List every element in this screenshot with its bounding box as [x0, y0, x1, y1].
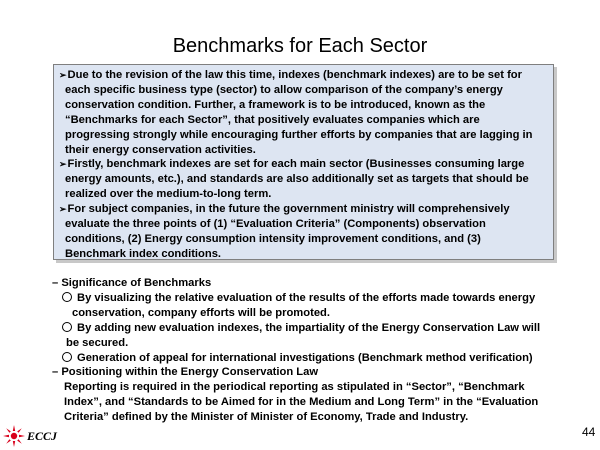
- significance-item: Generation of appeal for international investigations (Benchmark method verification): [52, 351, 562, 366]
- arrow-bullet-icon: ➢: [59, 204, 67, 215]
- page-number: 44: [582, 425, 596, 439]
- significance-item: By visualizing the relative evaluation of the results of the efforts made towards energy: [52, 291, 562, 306]
- significance-item: By adding new evaluation indexes, the impartiality of the Energy Conservation Law will: [52, 321, 562, 336]
- box-paragraph-3: ➢For subject companies, in the future the government ministry will comprehensively evaluate the three points of (1) “Evaluation Criteria” (Components) observation conditions, (2) Energy consumption intensity improvement conditions, and (3) Benchmark index conditions.: [59, 203, 510, 260]
- sunburst-logo-icon: [3, 425, 25, 447]
- logo-text: ECCJ: [27, 429, 58, 443]
- box-paragraph-1: ➢Due to the revision of the law this time, indexes (benchmark indexes) are to be set for each specific business type (sector) to allow comparison of the company’s energy conservation condition. Further, a framework is to be introduced, known as the “Benchmarks for each Sector”, that positively evaluates companies which are progressing strongly while encouraging further efforts by companies that are lagging in their energy conservation activities.: [59, 69, 533, 156]
- arrow-bullet-icon: ➢: [59, 159, 67, 170]
- box-paragraph-2: ➢Firstly, benchmark indexes are set for each main sector (Businesses consuming large energy amounts, etc.), and standards are also additionally set as targets that should be realized over the medium-to-long term.: [59, 158, 529, 201]
- summary-box: [53, 64, 554, 260]
- details-section: – Significance of Benchmarks By visualizing the relative evaluation of the results of the efforts made towards energy conservation, company efforts will be promoted. By adding new evaluation indexes, the impartiality of the Energy Conservation Law will be secured. Generation of appeal for international investigations (Benchmark method verification) – Positioning within the Energy Conservation Law Reporting is required in the periodical reporting as stipulated in “Sector”, “Benchmark Index”, and “Standards to be Aimed for in the Medium and Long Term” in the “Evaluation Criteria” defined by the Minister of Minister of Economy, Trade and Industry.: [52, 276, 562, 425]
- positioning-heading: – Positioning within the Energy Conservation Law: [52, 366, 319, 379]
- significance-heading: – Significance of Benchmarks: [52, 277, 212, 289]
- circle-bullet-icon: [62, 322, 72, 332]
- circle-bullet-icon: [62, 292, 72, 302]
- arrow-bullet-icon: ➢: [59, 70, 67, 80]
- eccj-logo: [3, 424, 63, 448]
- page-title: Benchmarks for Each Sector: [172, 35, 428, 57]
- circle-bullet-icon: [62, 352, 72, 362]
